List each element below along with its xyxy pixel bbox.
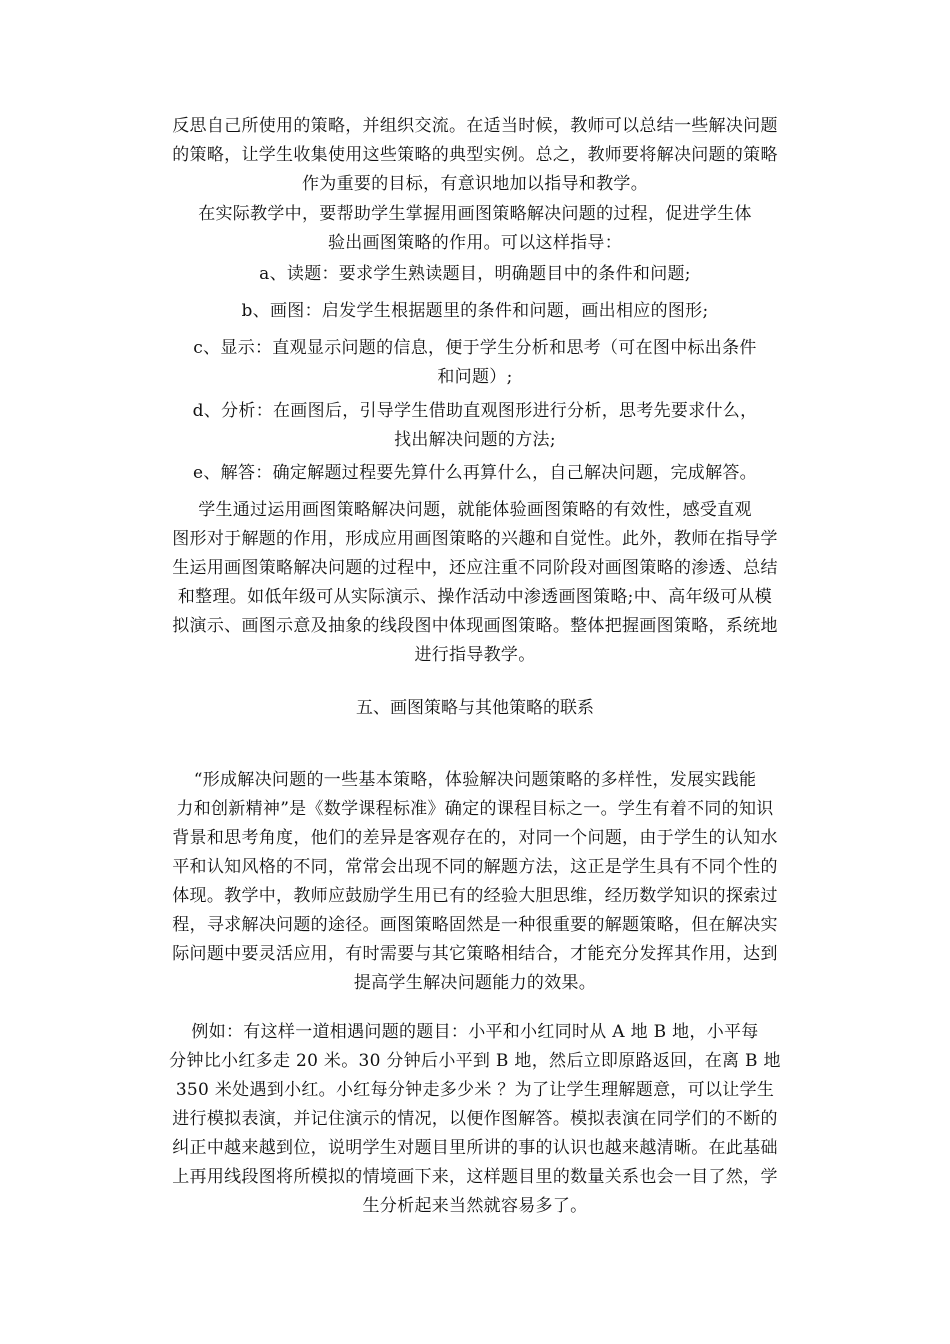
step-e-answer: e、解答：确定解题过程要先算什么再算什么，自己解决问题，完成解答。 xyxy=(193,463,757,483)
step-d-analyze: d、分析：在画图后，引导学生借助直观图形进行分析，思考先要求什么， 找出解决问题的方法; xyxy=(192,401,758,450)
paragraph-teaching-guidance: 在实际教学中，要帮助学生掌握用画图策略解决问题的过程，促进学生体 验出画图策略的作用。可以这样指导： xyxy=(198,204,752,253)
step-c-display: c、显示：直观显示问题的信息，便于学生分析和思考（可在图中标出条件 和问题）; xyxy=(193,338,757,387)
section-heading: 五、画图策略与其他策略的联系 xyxy=(356,698,594,718)
step-a-read: a、读题：要求学生熟读题目，明确题目中的条件和问题; xyxy=(259,264,691,284)
paragraph-strategy-benefits: 学生通过运用画图策略解决问题，就能体验画图策略的有效性，感受直观 图形对于解题的作用，形成应用画图策略的兴趣和自觉性。此外，教师在指导学 生运用画图策略解决问题的过程中，还应注重不同阶段对画图策略的渗透、总结 和整理。如低年级可从实际演示、操作活动中渗透画图策略;中、高年级可从模 拟演示、画图示意及抽象的线段图中体现画图策略。整体把握画图策略，系统地 进行指导教学。 xyxy=(172,500,778,665)
paragraph-reflection: 反思自己所使用的策略，并组织交流。在适当时候，教师可以总结一些解决问题 的策略，让学生收集使用这些策略的典型实例。总之，教师要将解决问题的策略 作为重要的目标，有意识地加以指导和教学。 xyxy=(172,116,778,194)
paragraph-example: 例如：有这样一道相遇问题的题目：小平和小红同时从 A 地 B 地，小平每 分钟比小红多走 20 米。30 分钟后小平到 B 地，然后立即原路返回，在离 B 地 350 米处遇到小红。小红每分钟走多少米 ？为了让学生理解题意，可以让学生 进行模拟表演，并记住演示的情况，以便作图解答。模拟表演在同学们的不断的 纠正中越来越到位，说明学生对题目里所讲的事的认识也越来越清晰。在此基础 上再用线段图将所模拟的情境画下来，这样题目里的数量关系也会一目了然，学 生分析起来当然就容易多了。 xyxy=(169,1022,781,1216)
step-b-draw: b、画图：启发学生根据题里的条件和问题，画出相应的图形; xyxy=(241,301,709,321)
paragraph-curriculum-goals: “形成解决问题的一些基本策略，体验解决问题策略的多样性，发展实践能 力和创新精神”是《数学课程标准》确定的课程目标之一。学生有着不同的知识 背景和思考角度，他们的差异是客观存在的，对同一个问题，由于学生的认知水 平和认知风格的不同，常常会出现不同的解题方法，这正是学生具有不同个性的 体现。教学中，教师应鼓励学生用已有的经验大胆思维，经历数学知识的探索过 程，寻求解决问题的途径。画图策略固然是一种很重要的解题策略，但在解决实 际问题中要灵活应用，有时需要与其它策略相结合，才能充分发挥其作用，达到 提高学生解决问题能力的效果。 xyxy=(172,770,778,993)
